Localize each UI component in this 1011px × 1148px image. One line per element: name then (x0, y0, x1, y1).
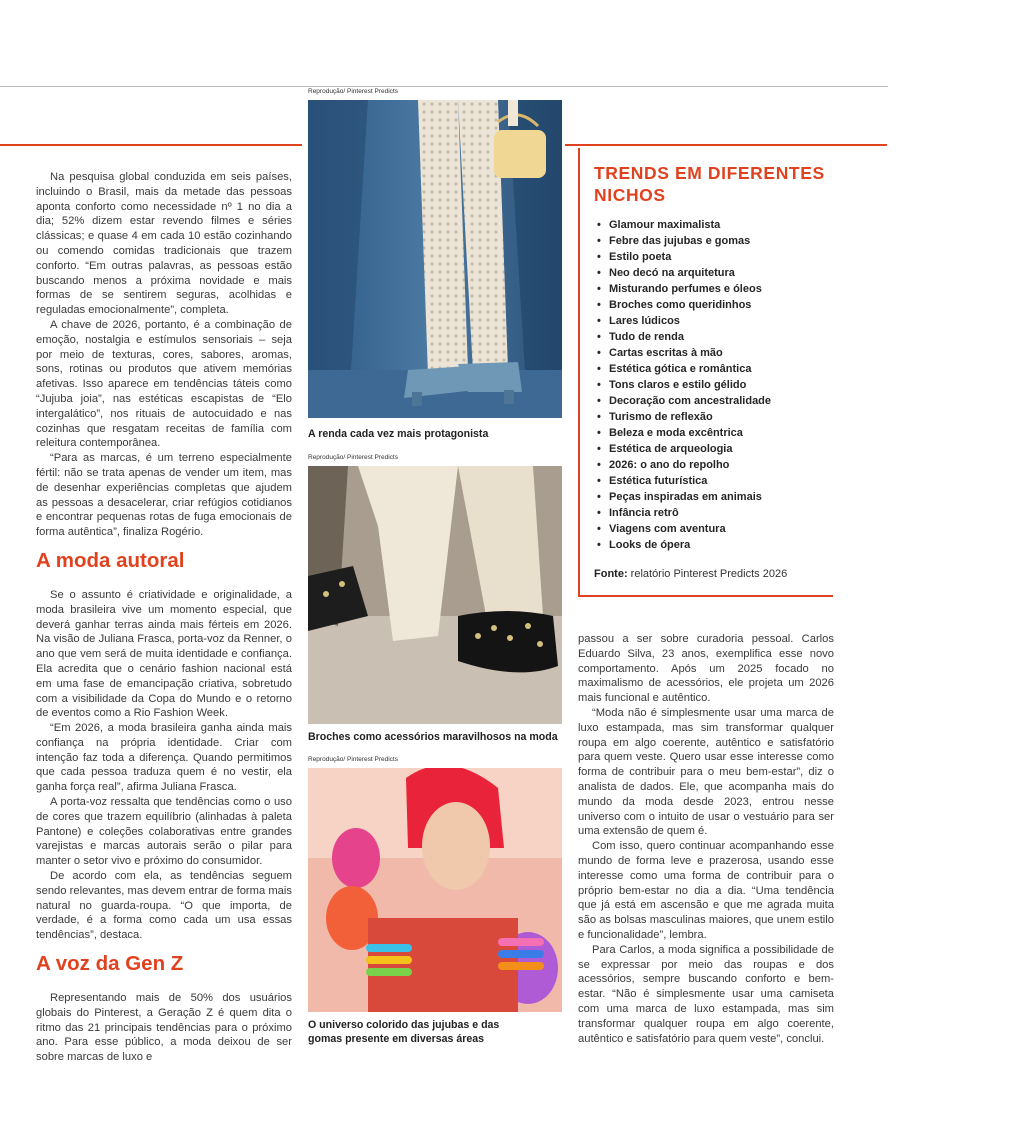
trend-item: • Looks de ópera (597, 537, 771, 553)
trends-box-title: TRENDS EM DIFERENTES NICHOS (594, 163, 825, 205)
paragraph: Para Carlos, a moda significa a possibilidade de se expressar por meio das roupas e dos acessórios, sempre buscando conforto e bem-estar. “Não é simplesmente usar uma camiseta com uma marca de luxo estampada, mas sim transformar qualquer roupa em algo coerente, autêntico e satisfatório para quem veste”, conclui. (578, 943, 834, 1045)
source-text: relatório Pinterest Predicts 2026 (627, 568, 788, 580)
trend-item: • 2026: o ano do repolho (597, 457, 771, 473)
paragraph: A porta-voz ressalta que tendências como o uso de cores que trazem equilíbrio (alinhadas à paleta Pantone) e coleções colaborativas entre grandes varejistas e marcas autorais serão o pilar para manter o setor vivo e próximo do consumidor. (36, 796, 292, 868)
trend-item: • Infância retrô (597, 505, 771, 521)
photo-jelly-beans (308, 768, 562, 1012)
trend-item: • Estética de arqueologia (597, 441, 771, 457)
trend-item: • Febre das jujubas e gomas (597, 233, 771, 249)
trend-item: • Tons claros e estilo gélido (597, 377, 771, 393)
paragraph: Na pesquisa global conduzida em seis países, incluindo o Brasil, mais da metade das pessoas aponta conforto como necessidade nº 1 no dia a dia; 52% dizem estar revendo filmes e séries clássicas; e quase 4 em cada 10 estão cozinhando ou comendo comidas tradicionais que trazem conforto. “Em outras palavras, as pessoas estão buscando menos a próxima novidade e mais formas de se sentirem seguras, acolhidas e reguladas emocionalmente”, completa. (36, 171, 292, 317)
paragraph: “Em 2026, a moda brasileira ganha ainda mais confiança na própria identidade. Criar com intenção faz toda a diferença. Quando permitimos que cada pessoa traduza quem é no vestir, ela ganha força real”, afirma Juliana Frasca. (36, 722, 292, 794)
paragraph: passou a ser sobre curadoria pessoal. Carlos Eduardo Silva, 23 anos, exemplifica esse novo comportamento. Após um 2025 focado no maximalismo de acessórios, ele projeta um 2026 mais funcional e autêntico. (578, 633, 834, 705)
trend-item: • Tudo de renda (597, 329, 771, 345)
caption-jelly-beans: O universo colorido das jujubas e das gomas presente em diversas áreas (308, 1019, 500, 1045)
trend-item: • Misturando perfumes e óleos (597, 281, 771, 297)
section-heading-gen-z: A voz da Gen Z (36, 952, 184, 976)
section-heading-moda-autoral: A moda autoral (36, 548, 185, 572)
paragraph: Se o assunto é criatividade e originalidade, a moda brasileira vive um momento especial, que deverá ganhar terras ainda mais férteis em 2026. Na visão de Juliana Frasca, porta-voz da Renner, o ano que vem será de muita identidade e confiança. Ela acredita que o cenário fashion nacional está em uma fase de emancipação criativa, sobretudo com a visibilidade da Copa do Mundo e o retorno de eventos como a Rio Fashion Week. (36, 588, 292, 720)
caption-lace: A renda cada vez mais protagonista (308, 428, 489, 440)
trend-item: • Neo decó na arquitetura (597, 265, 771, 281)
trend-item: • Lares lúdicos (597, 313, 771, 329)
trend-item: • Cartas escritas à mão (597, 345, 771, 361)
trend-item: • Estética gótica e romântica (597, 361, 771, 377)
trend-item: • Glamour maximalista (597, 217, 771, 233)
left-text-column (36, 170, 292, 1065)
trend-item: • Turismo de reflexão (597, 409, 771, 425)
paragraph: Com isso, quero continuar acompanhando esse mundo de forma leve e prazerosa, usando esse interesse como uma forma de contribuir para o próprio bem-estar no dia a dia. “Uma tendência que já está em ascensão e que me agrada muita são as bolsas masculinas maiores, que unem estilo e funcionalidade”, lembra. (578, 840, 834, 941)
photo-credit: Reprodução/ Pinterest Predicts (308, 88, 398, 95)
trends-box-left-border (578, 148, 580, 596)
trend-item: • Estética futurística (597, 473, 771, 489)
photo-brooch-shoes (308, 466, 562, 724)
trend-item: • Peças inspiradas em animais (597, 489, 771, 505)
trends-box-bottom-border (578, 595, 833, 597)
section-rule-left (0, 144, 302, 146)
paragraph: “Moda não é simplesmente usar uma marca de luxo estampada, mas sim transformar qualquer roupa em algo coerente, autêntico e satisfatório para quem veste. Quero usar esse interesse como forma de contribuir para o meu bem-estar”, diz o analista de dados. Ele, que acompanha mais do mundo da moda desde 2023, entrou nesse universo com o intuito de usar o vestuário para ser uma extensão de quem é. (578, 706, 834, 838)
right-text-column (578, 632, 834, 1046)
trends-list (597, 217, 771, 553)
caption-brooches: Broches como acessórios maravilhosos na moda (308, 731, 558, 743)
paragraph: “Para as marcas, é um terreno especialmente fértil: não se trata apenas de vender um item, mas de desenhar experiências completas que ajudem as pessoas a desacelerar, criar refúgios cotidianos e encontrar pequenas rotas de fuga emocionais de forma autêntica”, finaliza Rogério. (36, 452, 292, 539)
paragraph: Representando mais de 50% dos usuários globais do Pinterest, a Geração Z é quem dita o ritmo das 21 principais tendências para o próximo ano. Para esse público, a moda deixou de ser sobre marcas de luxo e (36, 992, 292, 1064)
trend-item: • Viagens com aventura (597, 521, 771, 537)
source-label: Fonte: (594, 568, 628, 580)
paragraph: A chave de 2026, portanto, é a combinação de emoção, nostalgia e estímulos sensoriais – seja por meio de texturas, cores, sabores, aromas, sons, rotinas ou produtos que ativem memórias afetivas. Isso aparece em tendências táteis como “Jujuba joia”, nas estéticas escapistas de “Elo intergalático”, nos rituais de autocuidado e nas cozinhas que resgatam receitas de família com releitura contemporânea. (36, 318, 292, 450)
trend-item: • Broches como queridinhos (597, 297, 771, 313)
trend-item: • Estilo poeta (597, 249, 771, 265)
top-rule (0, 86, 888, 87)
photo-lace-tights (308, 100, 562, 418)
photo-credit: Reprodução/ Pinterest Predicts (308, 454, 398, 461)
photo-credit: Reprodução/ Pinterest Predicts (308, 756, 398, 763)
section-rule-right (565, 144, 887, 146)
paragraph: De acordo com ela, as tendências seguem sendo relevantes, mas devem entrar de forma mais natural no guarda-roupa. “O que importa, de verdade, é a forma como cada um usa essas tendências”, destaca. (36, 870, 292, 942)
trend-item: • Beleza e moda excêntrica (597, 425, 771, 441)
trends-source (594, 568, 787, 580)
trend-item: • Decoração com ancestralidade (597, 393, 771, 409)
